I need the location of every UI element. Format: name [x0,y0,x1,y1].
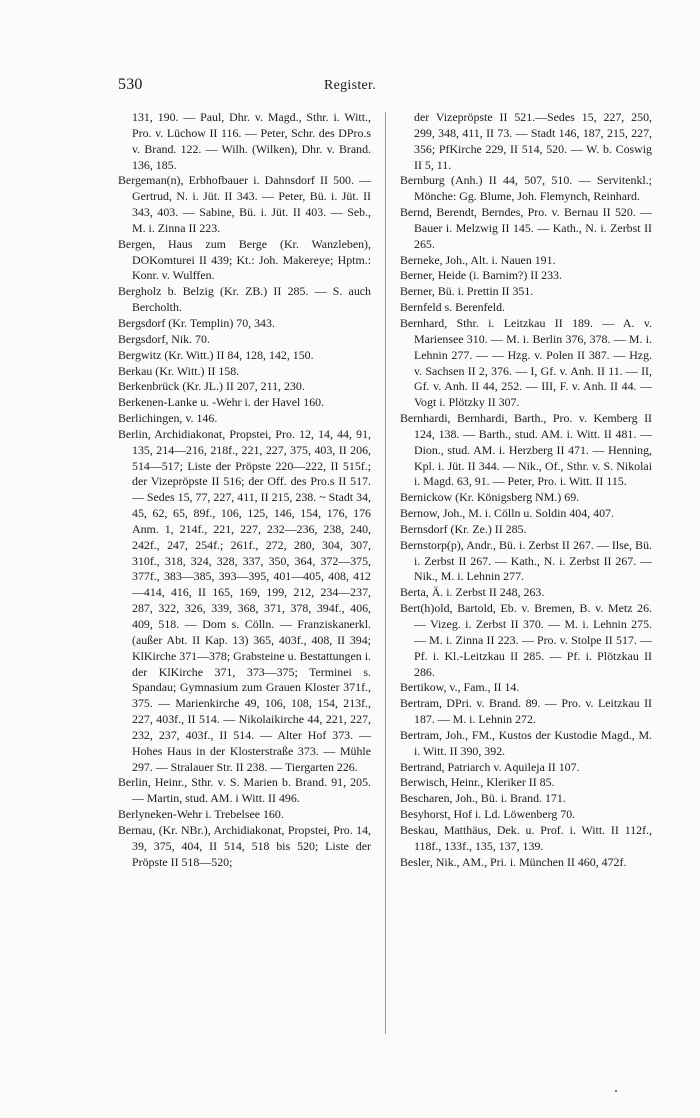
index-entry: Berkenen-Lanke u. -Wehr i. der Havel 160. [118,395,325,410]
scan-speck [615,1090,617,1092]
index-entry: Berner, Bü. i. Prettin II 351. [400,284,534,299]
index-entry: Bergwitz (Kr. Witt.) II 84, 128, 142, 150. [118,347,314,362]
index-entry: Berneke, Joh., Alt. i. Nauen 191. [400,252,556,267]
column-divider [385,112,386,1034]
index-entry: Bergholz b. Belzig (Kr. ZB.) II 285. — S. auch Bercholth. [118,284,371,315]
index-entry: Bernhardi, Bernhardi, Barth., Pro. v. Kemberg II 124, 138. — Barth., stud. AM. i. Witt. II 481. — Dion., stud. AM. i. Herzberg II 471. — Henning, Kpl. i. Jüt. II 344. — Nik., Of., Sthr. v. S. Nikolai i. Magd. 63, 91. — Peter, Pro. i. Witt. II 115. [400,411,652,489]
index-entry: Berkenbrück (Kr. JL.) II 207, 211, 230. [118,379,305,394]
index-entry: Besyhorst, Hof i. Ld. Löwenberg 70. [400,807,576,822]
index-entry: Berlichingen, v. 146. [118,411,218,426]
index-entry: Bertrand, Patriarch v. Aquileja II 107. [400,759,580,774]
index-entry: Bertikow, v., Fam., II 14. [400,680,520,695]
page-number: 530 [118,76,143,93]
index-entry: Bernhard, Sthr. i. Leitzkau II 189. — A. v. Mariensee 310. — M. i. Berlin 376, 378. — M. i. Lehnin 277. — — Hzg. v. Polen II 387. — Hzg. v. Sachsen II 2, 376. — I, Gf. v. Anh. II 11. — II, Gf. v. Anh. II 44, 252. — III, F. v. Anh. II 44. — Vogt i. Plötzky II 307. [400,315,652,410]
index-entry: Berkau (Kr. Witt.) II 158. [118,363,240,378]
index-entry: der Vizepröpste II 521.—Sedes 15, 227, 250, 299, 348, 411, II 73. — Stadt 146, 187, 215, 227, 356; PfKirche 229, II 514, 520. — W. b. Coswig II 5, 11. [414,110,652,172]
running-head: Register. [323,78,377,93]
index-entry: Berlyneken-Wehr i. Trebelsee 160. [118,807,284,822]
index-entry: Bernsdorf (Kr. Ze.) II 285. [400,521,527,536]
index-entry: Bernow, Joh., M. i. Cölln u. Soldin 404, 407. [400,506,614,521]
left-column [118,110,371,871]
index-entry: Bergeman(n), Erbhofbauer i. Dahnsdorf II 500. — Gertrud, N. i. Jüt. II 343. — Peter, Bü. i. Jüt. II 343, 403. — Sabine, Bü. i. Jüt. II 403. — Seb., M. i. Zinna II 223. [118,173,371,235]
index-entry: Bescharen, Joh., Bü. i. Brand. 171. [400,791,566,806]
index-entry: Berlin, Archidiakonat, Propstei, Pro. 12, 14, 44, 91, 135, 214—216, 218f., 221, 227, 375, 403, II 206, 514—517; Liste der Pröpste 220—222, II 515f.; der Vizepröpste II 516; der Off. des Pro.s II 517. — Sedes 15, 77, 227, 411, II 215, 238. ~ Stadt 34, 45, 62, 65, 89f., 106, 125, 146, 154, 176, 176 Anm. 1, 214f., 221, 227, 232—236, 238, 240, 242f., 247, 254f.; 261f., 272, 280, 304, 307, 310f., 318, 324, 328, 337, 350, 364, 372—375, 377f., 383—385, 393—395, 401—405, 408, 412—414, 416, II 165, 169, 199, 212, 234—237, 287, 322, 326, 339, 368, 371, 378, 394f., 406, 409, 518. — Dom s. Cölln. — Franziskanerkl. (außer Abt. II Kap. 13) 365, 403f., 408, II 394; KlKirche 371—378; Grabsteine u. Bestattungen i. der KlKirche 371, 373—375; Terminei s. Spandau; Gymnasium zum Grauen Kloster 371f., 375. — Marienkirche 49, 106, 108, 154, 213f., 227, 403f., II 514. — Nikolaikirche 44, 221, 227, 232, 237, 403f., II 514. — Alter Hof 373. — Hohes Haus in der Klosterstraße 373. — Mühle 297. — Stralauer Str. II 238. — Tiergarten 226. [118,426,371,774]
index-entry: Bert(h)old, Bartold, Eb. v. Bremen, B. v. Metz 26. — Vizeg. i. Zerbst II 370. — M. i. Lehnin 275. — M. i. Zinna II 223. — Pro. v. Stolpe II 517. — Pf. i. Kl.-Leitzkau II 285. — Pf. i. Plötzkau II 286. [400,601,652,679]
index-entry: Beskau, Matthäus, Dek. u. Prof. i. Witt. II 112f., 118f., 133f., 135, 137, 139. [400,822,652,853]
index-entry: Besler, Nik., AM., Pri. i. München II 460, 472f. [400,854,627,869]
index-entry: Berlin, Heinr., Sthr. v. S. Marien b. Brand. 91, 205. — Martin, stud. AM. i Witt. II 496. [118,775,371,806]
index-entry: Bernau, (Kr. NBr.), Archidiakonat, Propstei, Pro. 14, 39, 375, 404, II 514, 518 bis 520; Liste der Pröpste II 518—520; [118,822,371,869]
index-entry: Bergen, Haus zum Berge (Kr. Wanzleben), DOKomturei II 439; Kt.: Joh. Makereye; Hptm.: Konr. v. Wulffen. [118,236,371,283]
index-entry: Bernd, Berendt, Berndes, Pro. v. Bernau II 520. — Bauer i. Melzwig II 145. — Kath., N. i. Zerbst II 265. [400,205,652,251]
index-entry: Berwisch, Heinr., Kleriker II 85. [400,775,555,790]
index-entry: Bernstorp(p), Andr., Bü. i. Zerbst II 267. — Ilse, Bü. i. Zerbst II 267. — Kath., N. i. Zerbst II 267. — Nik., M. i. Lehnin 277. [400,537,652,584]
index-entry: Berta, Ä. i. Zerbst II 248, 263. [400,585,545,600]
index-entry: 131, 190. — Paul, Dhr. v. Magd., Sthr. i. Witt., Pro. v. Lüchow II 116. — Peter, Schr. des DPro.s v. Brand. 122. — Wilh. (Wilken), Dhr. v. Brand. 136, 185. [132,110,371,172]
index-entry: Bernburg (Anh.) II 44, 507, 510. — Servitenkl.; Mönche: Gg. Blume, Joh. Flemynch, Reinhard. [400,173,652,204]
index-entry: Bergsdorf, Nik. 70. [118,331,210,346]
index-entry: Berner, Heide (i. Barnim?) II 233. [400,268,562,283]
index-entry: Bernfeld s. Berenfeld. [400,300,505,315]
index-entry: Bernickow (Kr. Königsberg NM.) 69. [400,490,580,505]
right-column [400,110,652,871]
index-entry: Bergsdorf (Kr. Templin) 70, 343. [118,315,275,330]
index-entry: Bertram, Joh., FM., Kustos der Kustodie Magd., M. i. Witt. II 390, 392. [400,727,652,758]
index-entry: Bertram, DPri. v. Brand. 89. — Pro. v. Leitzkau II 187. — M. i. Lehnin 272. [400,696,652,727]
